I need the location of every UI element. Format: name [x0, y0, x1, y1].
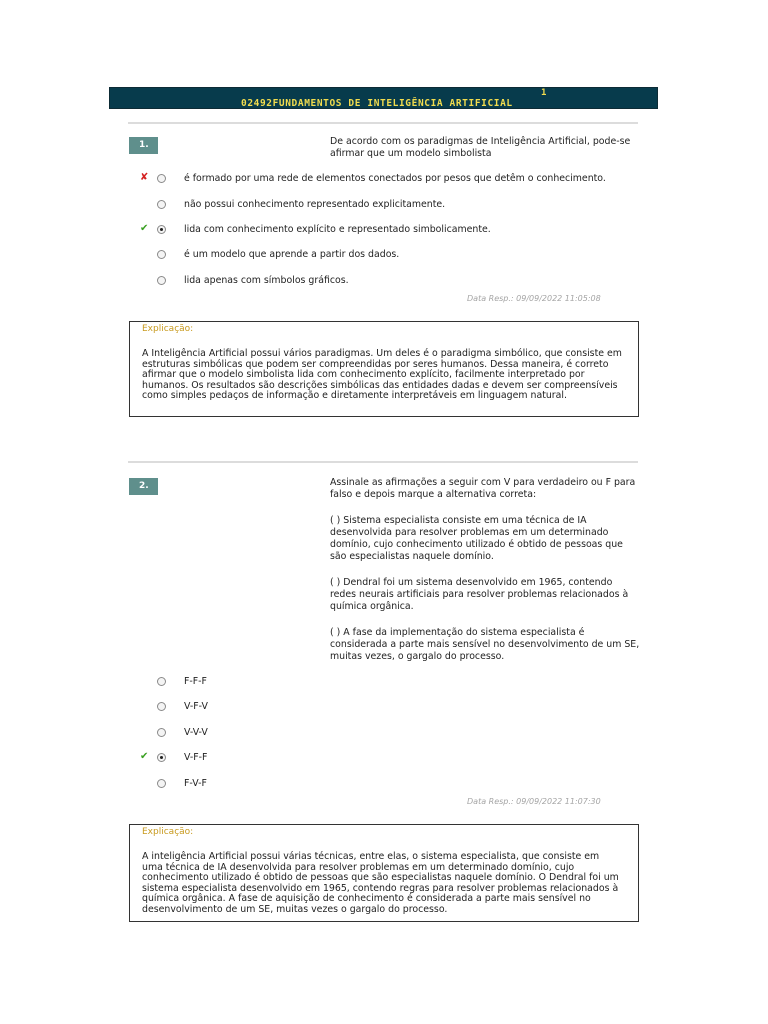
explanation-box — [129, 824, 639, 922]
explanation-text: A inteligência Artificial possui várias técnicas, entre elas, o sistema especialista, que consiste em uma técnica de IA desenvolvida para resolver problemas em um determinado domínio, cujo conhecimento utilizado é obtido de pessoas que são especialistas naquele domínio. O Dendral foi um sistema especialista desenvolvido em 1965, contendo regras para resolver problemas relacionados à química orgânica. A fase de aquisição de conhecimento é considerada a parte mais sensível no desenvolvimento de um SE, muitas vezes o gargalo do processo. — [142, 851, 619, 915]
option-label: é formado por uma rede de elementos conectados por pesos que detêm o conhecimento. — [184, 173, 606, 184]
course-header — [109, 87, 658, 109]
radio-button-selected[interactable] — [157, 753, 166, 762]
option-label: é um modelo que aprende a partir dos dados. — [184, 249, 400, 260]
option-row[interactable] — [140, 275, 640, 291]
option-row[interactable] — [140, 778, 640, 794]
radio-button[interactable] — [157, 276, 166, 285]
statement-item: ( ) Dendral foi um sistema desenvolvido em 1965, contendo redes neurais artificiais para resolver problemas relacionados à química orgânica. — [330, 577, 629, 612]
radio-button[interactable] — [157, 702, 166, 711]
divider — [128, 461, 638, 463]
statement-item: ( ) A fase da implementação do sistema especialista é considerada a parte mais sensível no desenvolvimento de um SE, muitas vezes, o gargalo do processo. — [330, 627, 640, 662]
divider — [128, 122, 638, 124]
question-number-badge: 2. — [129, 478, 158, 495]
question-text — [330, 477, 640, 671]
explanation-box — [129, 321, 639, 417]
correct-answer-icon: ✔ — [140, 751, 149, 762]
option-row[interactable] — [140, 199, 640, 215]
radio-button[interactable] — [157, 174, 166, 183]
question-text — [330, 136, 640, 168]
radio-button-selected[interactable] — [157, 225, 166, 234]
option-label: não possui conhecimento representado explicitamente. — [184, 199, 446, 210]
response-date: Data Resp.: 09/09/2022 11:07:30 — [467, 797, 601, 806]
option-label: lida com conhecimento explícito e representado simbolicamente. — [184, 224, 491, 235]
page-number: 1 — [541, 88, 547, 98]
question-number-badge: 1. — [129, 137, 158, 154]
option-label: lida apenas com símbolos gráficos. — [184, 275, 349, 286]
option-row[interactable] — [140, 676, 640, 692]
correct-answer-icon: ✔ — [140, 223, 149, 234]
explanation-title: Explicação: — [142, 324, 194, 334]
option-row[interactable] — [140, 249, 640, 265]
option-row[interactable] — [140, 173, 640, 189]
radio-button[interactable] — [157, 779, 166, 788]
option-label: V-F-V — [184, 701, 208, 712]
radio-button[interactable] — [157, 250, 166, 259]
question-statement: Assinale as afirmações a seguir com V para verdadeiro ou F para falso e depois marque a alternativa correta: — [330, 477, 636, 500]
option-row[interactable] — [140, 224, 640, 240]
wrong-answer-icon: ✘ — [140, 172, 149, 183]
option-label: V-V-V — [184, 727, 208, 738]
explanation-text: A Inteligência Artificial possui vários paradigmas. Um deles é o paradigma simbólico, que consiste em estruturas simbólicas que podem ser compreendidas por seres humanos. Dessa maneira, é correto afirmar que o modelo simbolista lida com conhecimento explícito, facilmente interpretado por humanos. Os resultados são descrições simbólicas das entidades dadas e devem ser compreensíveis como simples pedaços de informação e diretamente interpretáveis em linguagem natural. — [142, 348, 622, 402]
response-date: Data Resp.: 09/09/2022 11:05:08 — [467, 294, 601, 303]
option-label: F-V-F — [184, 778, 207, 789]
option-label: F-F-F — [184, 676, 207, 687]
radio-button[interactable] — [157, 728, 166, 737]
explanation-title: Explicação: — [142, 827, 194, 837]
option-row[interactable] — [140, 701, 640, 717]
course-title: 02492FUNDAMENTOS DE INTELIGÊNCIA ARTIFICIAL — [241, 98, 513, 109]
statement-item: ( ) Sistema especialista consiste em uma técnica de IA desenvolvida para resolver problemas em um determinado domínio, cujo conhecimento utilizado é obtido de pessoas que são especialistas naquele domínio. — [330, 515, 623, 562]
radio-button[interactable] — [157, 200, 166, 209]
option-label: V-F-F — [184, 752, 208, 763]
option-row[interactable] — [140, 727, 640, 743]
question-statement: De acordo com os paradigmas de Inteligência Artificial, pode-se afirmar que um modelo simbolista — [330, 136, 631, 159]
radio-button[interactable] — [157, 677, 166, 686]
option-row[interactable] — [140, 752, 640, 768]
